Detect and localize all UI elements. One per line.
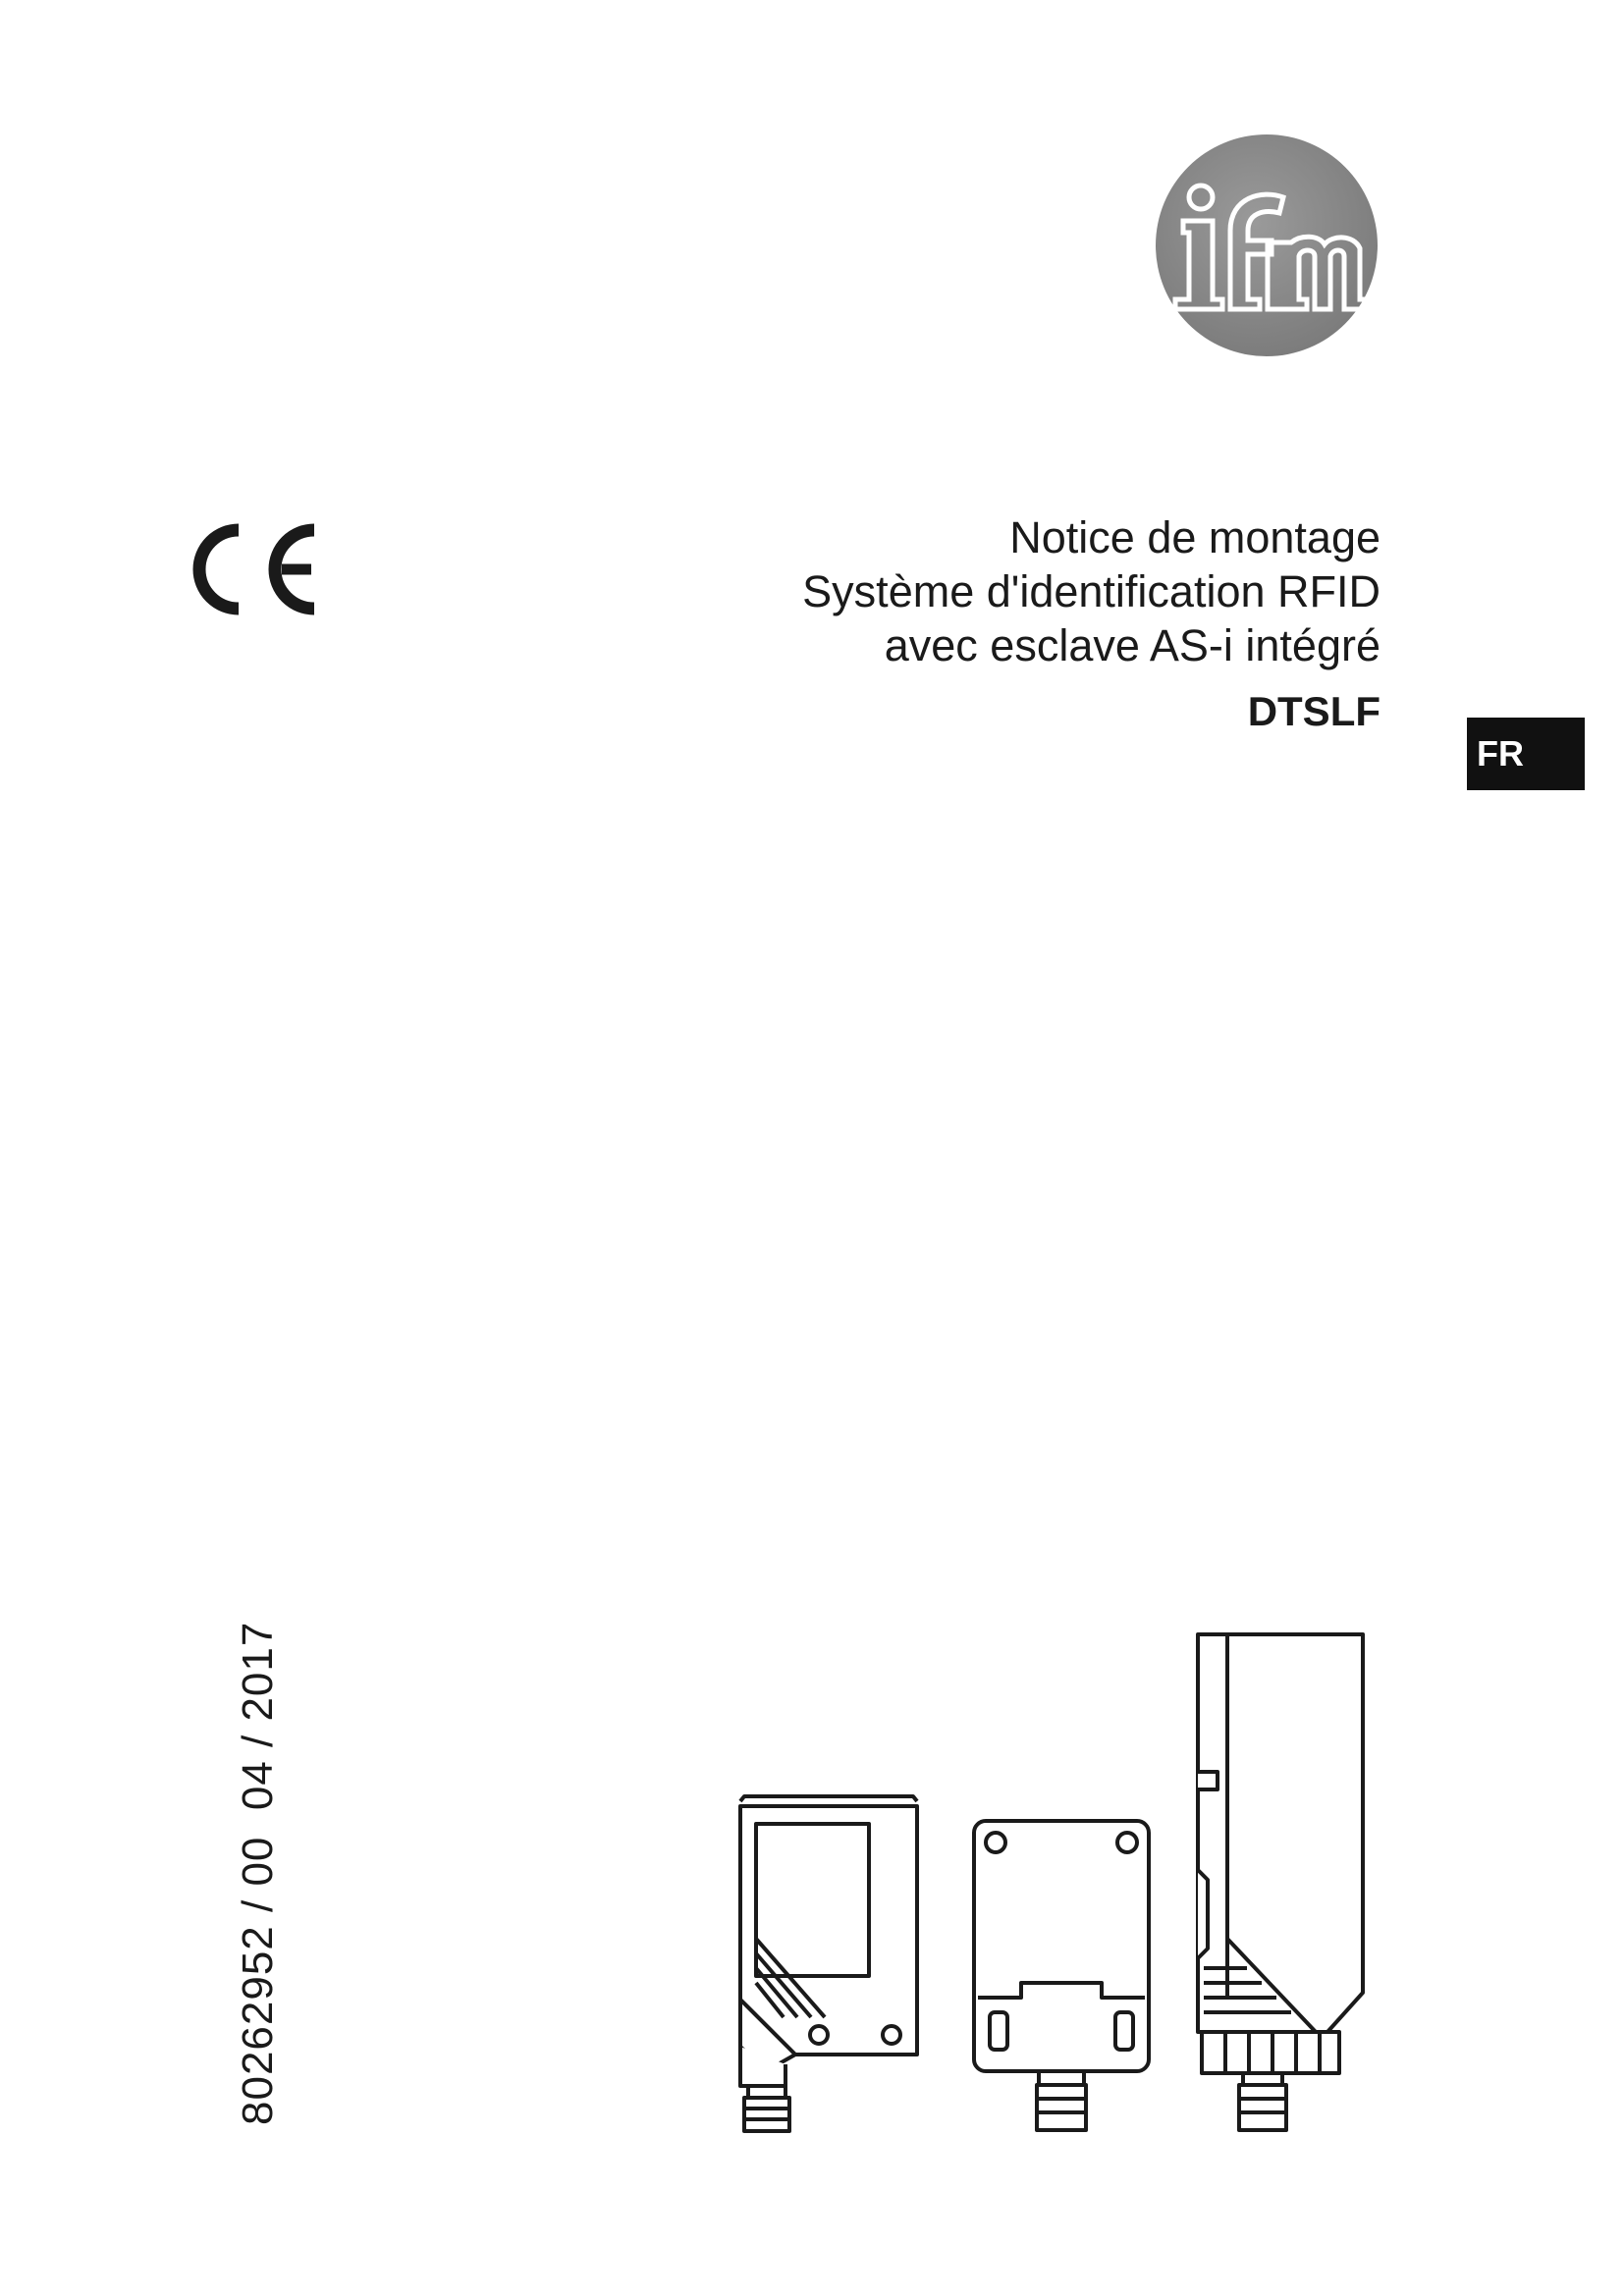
device-angled-icon [740,1796,917,2131]
device-square-icon [974,1821,1149,2130]
device-tall-icon [1198,1634,1363,2130]
ce-mark-icon [191,520,324,618]
model-name: DTSLF [1247,688,1380,734]
document-number [234,1622,283,2125]
title-block [802,510,1380,737]
title-line-2: Système d'identification RFID [802,566,1380,616]
ifm-logo [1154,133,1380,358]
document-code: 80262952 / 00 [234,1836,282,2125]
title-line-1: Notice de montage [1009,512,1380,562]
language-tab: FR [1467,718,1585,790]
title-line-3: avec esclave AS-i intégré [884,620,1380,670]
rfid-device-variants-illustration [727,1615,1394,2135]
document-date: 04 / 2017 [234,1621,282,1811]
